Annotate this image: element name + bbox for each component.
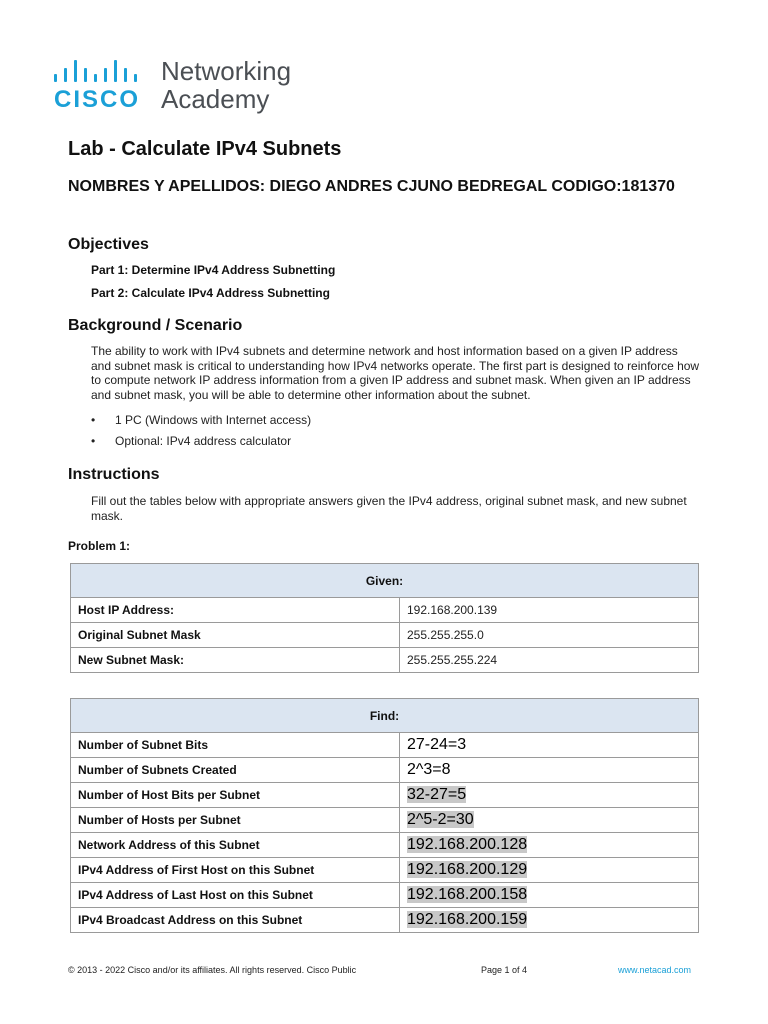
find-answer	[400, 908, 699, 933]
page-title: Lab - Calculate IPv4 Subnets	[68, 138, 342, 160]
objectives-heading: Objectives	[68, 236, 149, 253]
table-row	[71, 733, 699, 758]
given-value: 255.255.255.0	[400, 623, 699, 648]
logo-line-1: Networking	[161, 56, 292, 86]
footer-copyright: © 2013 - 2022 Cisco and/or its affiliates. All rights reserved. Cisco Public	[68, 965, 357, 975]
find-label: Number of Hosts per Subnet	[71, 808, 400, 833]
find-label: Number of Subnet Bits	[71, 733, 400, 758]
cisco-bars-icon	[54, 58, 146, 82]
given-label: Host IP Address:	[71, 598, 400, 623]
table-row	[71, 783, 699, 808]
find-answer	[400, 758, 699, 783]
table-row	[71, 598, 699, 623]
given-header: Given:	[71, 564, 699, 598]
find-header: Find:	[71, 699, 699, 733]
answer-text-highlighted: 192.168.200.158	[407, 886, 528, 903]
table-row	[71, 833, 699, 858]
objective-part-2: Part 2: Calculate IPv4 Address Subnetting	[91, 286, 330, 300]
table-row	[71, 858, 699, 883]
table-row	[71, 648, 699, 673]
bullet-item: • Optional: IPv4 address calculator	[91, 434, 292, 448]
find-label: IPv4 Broadcast Address on this Subnet	[71, 908, 400, 933]
given-value: 255.255.255.224	[400, 648, 699, 673]
table-row	[71, 883, 699, 908]
given-table	[70, 563, 699, 673]
answer-text: 2^3=8	[407, 761, 451, 778]
footer-page-number: Page 1 of 4	[481, 965, 528, 975]
find-answer	[400, 833, 699, 858]
answer-text-highlighted: 32-27=5	[407, 786, 467, 803]
table-row	[71, 808, 699, 833]
given-value: 192.168.200.139	[400, 598, 699, 623]
logo-brand: CISCO	[54, 86, 141, 113]
find-table	[70, 698, 699, 933]
background-paragraph: The ability to work with IPv4 subnets and determine network and host information based on a given IP address and subnet mask is critical to understanding how IPv4 networks operate. The first part is designed to reinforce how to compute network IP address information from a given IP address and subnet mask. When given an IP address and subnet mask, you will be able to determine other information about the subnet.	[91, 344, 700, 402]
answer-text-highlighted: 192.168.200.128	[407, 836, 528, 853]
find-answer	[400, 783, 699, 808]
bullet-item: • 1 PC (Windows with Internet access)	[91, 413, 312, 427]
table-row	[71, 908, 699, 933]
find-answer	[400, 883, 699, 908]
bullet-text: Optional: IPv4 address calculator	[115, 434, 292, 448]
table-row	[71, 623, 699, 648]
find-answer	[400, 858, 699, 883]
bullet-text: 1 PC (Windows with Internet access)	[115, 413, 312, 427]
instructions-heading: Instructions	[68, 466, 160, 483]
find-label: Network Address of this Subnet	[71, 833, 400, 858]
student-line: NOMBRES Y APELLIDOS: DIEGO ANDRES CJUNO BEDREGAL CODIGO:181370	[68, 178, 675, 195]
find-label: Number of Host Bits per Subnet	[71, 783, 400, 808]
table-row	[71, 758, 699, 783]
find-label: Number of Subnets Created	[71, 758, 400, 783]
background-heading: Background / Scenario	[68, 317, 243, 334]
find-answer	[400, 808, 699, 833]
find-label: IPv4 Address of Last Host on this Subnet	[71, 883, 400, 908]
answer-text-highlighted: 192.168.200.159	[407, 911, 528, 928]
objective-part-1: Part 1: Determine IPv4 Address Subnetting	[91, 263, 336, 277]
footer-link[interactable]: www.netacad.com	[618, 965, 692, 975]
given-label: Original Subnet Mask	[71, 623, 400, 648]
find-label: IPv4 Address of First Host on this Subnet	[71, 858, 400, 883]
problem-label: Problem 1:	[68, 539, 131, 553]
instructions-paragraph: Fill out the tables below with appropriate answers given the IPv4 address, original subnet mask, and new subnet mask.	[91, 494, 687, 523]
answer-text: 27-24=3	[407, 736, 467, 753]
logo-line-2: Academy	[161, 84, 270, 114]
answer-text-highlighted: 192.168.200.129	[407, 861, 528, 878]
find-answer	[400, 733, 699, 758]
answer-text-highlighted: 2^5-2=30	[407, 811, 474, 828]
cisco-networking-academy-logo	[54, 58, 314, 118]
given-label: New Subnet Mask:	[71, 648, 400, 673]
